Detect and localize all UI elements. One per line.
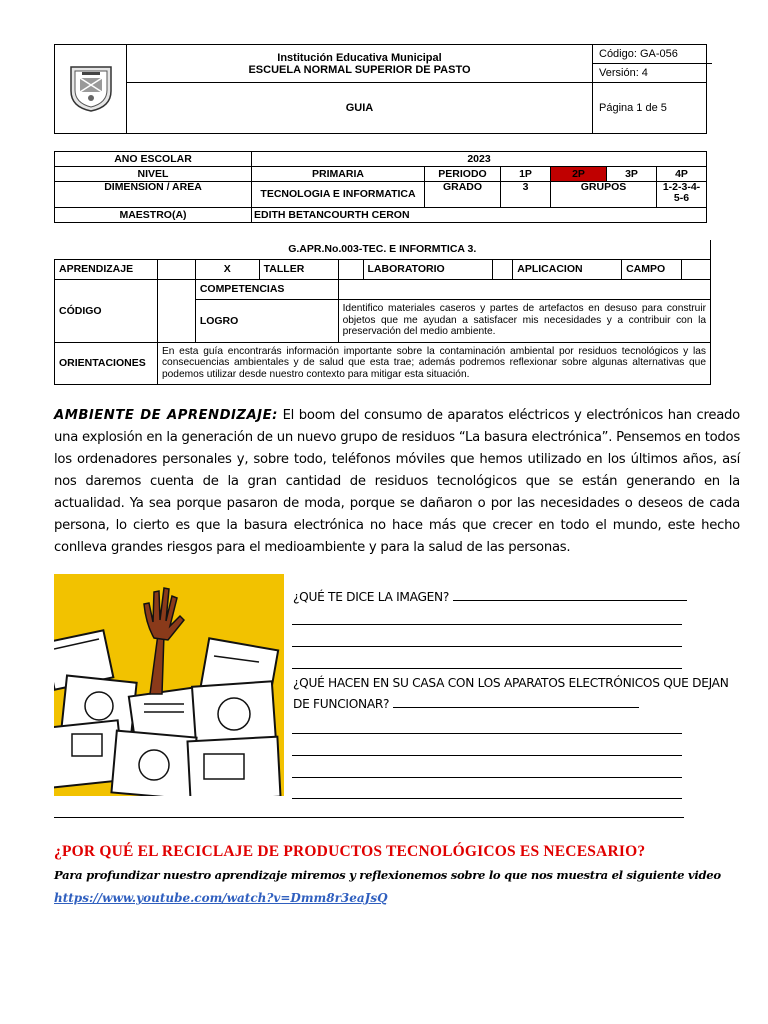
learning-table — [54, 240, 711, 385]
institution-name-cell — [127, 45, 593, 83]
logro-text: Identifico materiales caseros y partes de artefactos en desuso para construir objetos que me ayudan a satisfacer mis necesidades y a contribuir con la preservación del medio ambiente. — [338, 299, 710, 342]
reciclaje-heading: ¿POR QUÉ EL RECICLAJE DE PRODUCTOS TECNOLÓGICOS ES NECESARIO? — [54, 843, 646, 860]
doc-page: Página 1 de 5 — [593, 83, 707, 134]
taller-label: TALLER — [259, 259, 338, 279]
e-waste-hand-image — [54, 574, 284, 796]
period-3p: 3P — [607, 167, 657, 182]
question-2-line2 — [293, 697, 639, 711]
codigo-box — [157, 279, 195, 342]
answer-line[interactable] — [292, 798, 682, 799]
nivel-value: PRIMARIA — [252, 167, 425, 182]
document-header — [54, 44, 707, 134]
ano-value: 2023 — [252, 152, 707, 167]
nivel-label: NIVEL — [55, 167, 252, 182]
video-instruction: Para profundizar nuestro aprendizaje miremos y reflexionemos sobre lo que nos muestra el siguiente video — [54, 868, 721, 882]
question-2-line1: ¿QUÉ HACEN EN SU CASA CON LOS APARATOS ELECTRÓNICOS QUE DEJAN — [293, 676, 729, 690]
aprendizaje-label: APRENDIZAJE — [55, 259, 158, 279]
competencias-label: COMPETENCIAS — [195, 279, 338, 299]
e-waste-illustration — [54, 574, 284, 796]
laboratorio-label: LABORATORIO — [363, 259, 493, 279]
orientaciones-label: ORIENTACIONES — [55, 342, 158, 384]
period-4p: 4P — [657, 167, 707, 182]
maestro-value: EDITH BETANCOURTH CERON — [252, 208, 707, 223]
aplicacion-label: APLICACION — [513, 259, 622, 279]
dimension-value: TECNOLOGIA E INFORMATICA — [252, 182, 425, 208]
question-1 — [293, 590, 687, 604]
grado-label: GRADO — [425, 182, 501, 208]
blank-cell — [157, 259, 195, 279]
answer-line[interactable] — [292, 733, 682, 734]
ambiente-text: El boom del consumo de aparatos eléctricos y electrónicos han creado una explosión en la generación de un nuevo grupo de residuos “La basura electrónica”. Pensemos en todos los ordenadores personales y, sobre todo, teléfonos móviles que hemos utilizado en los últimos años, así nos daremos cuenta de la gran cantidad de residuos tecnológicos que se están generando en la actualidad. Ya sea porque pasaron de moda, porque se dañaron o por las necesidades o deseos de cada persona, lo cierto es que la basura electrónica no hace más que crecer en todo el mundo, este hecho conlleva grandes riesgos para el medioambiente y para la salud de las personas. — [54, 408, 740, 555]
grupos-value: 1-2-3-4-5-6 — [657, 182, 707, 208]
taller-box — [338, 259, 363, 279]
period-1p: 1P — [501, 167, 551, 182]
doc-code-cell — [593, 45, 707, 83]
answer-2-line[interactable] — [393, 707, 639, 708]
doc-version: Versión: 4 — [599, 67, 648, 79]
periodo-label: PERIODO — [425, 167, 501, 182]
competencias-value — [338, 279, 710, 299]
answer-line[interactable] — [292, 777, 682, 778]
orientaciones-text: En esta guía encontrarás información importante sobre la contaminación ambiental por residuos tecnológicos y las consecuencias ambientales y de salud que esta trae; además podremos reflexionar sobre algunas alternativas que podemos utilizar desde nuestro contexto para mitigar esta situación. — [157, 342, 710, 384]
question-2-label: DE FUNCIONAR? — [293, 697, 390, 711]
campo-box — [682, 259, 711, 279]
school-logo-cell — [55, 45, 127, 134]
question-1-label: ¿QUÉ TE DICE LA IMAGEN? — [293, 590, 449, 604]
logro-label: LOGRO — [195, 299, 338, 342]
answer-1-line[interactable] — [453, 600, 687, 601]
maestro-label: MAESTRO(A) — [55, 208, 252, 223]
answer-line[interactable] — [292, 755, 682, 756]
dimension-label: DIMENSION / AREA — [55, 182, 252, 208]
period-2p: 2P — [551, 167, 607, 182]
institution-line1: Institución Educativa Municipal — [277, 51, 442, 64]
aprendizaje-mark: X — [195, 259, 259, 279]
doc-type: GUIA — [127, 83, 593, 134]
institution-line2: ESCUELA NORMAL SUPERIOR DE PASTO — [248, 63, 471, 76]
grado-value: 3 — [501, 182, 551, 208]
answer-line[interactable] — [292, 668, 682, 669]
codigo-label: CÓDIGO — [55, 279, 158, 342]
doc-code: Código: GA-056 — [593, 48, 712, 64]
guide-code-title: G.APR.No.003-TEC. E INFORMTICA 3. — [55, 240, 711, 259]
laboratorio-box — [493, 259, 513, 279]
campo-label: CAMPO — [622, 259, 682, 279]
youtube-link[interactable]: https://www.youtube.com/watch?v=Dmm8r3eaJsQ — [54, 891, 388, 905]
answer-line[interactable] — [292, 624, 682, 625]
ano-label: ANO ESCOLAR — [55, 152, 252, 167]
grupos-label: GRUPOS — [551, 182, 657, 208]
answer-line[interactable] — [292, 646, 682, 647]
school-seal-icon — [68, 63, 114, 113]
ambiente-paragraph — [54, 405, 740, 559]
answer-line-full[interactable] — [54, 817, 684, 818]
ambiente-heading: AMBIENTE DE APRENDIZAJE: — [54, 408, 278, 423]
info-table — [54, 151, 707, 223]
